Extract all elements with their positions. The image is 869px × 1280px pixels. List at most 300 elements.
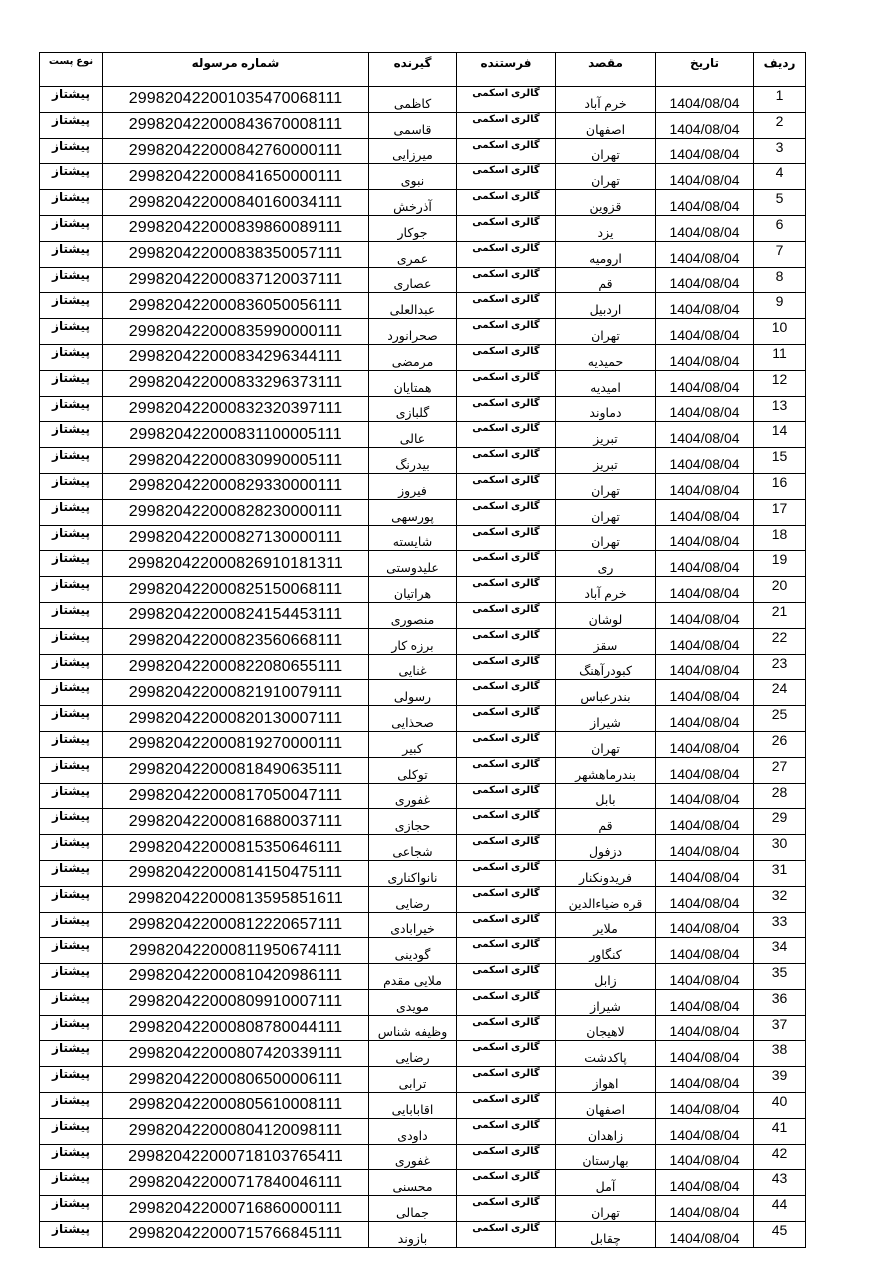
cell-date: 1404/08/04	[656, 757, 754, 783]
cell-receiver: حجازی	[369, 809, 457, 835]
shipment-table	[39, 52, 806, 1248]
cell-row-number: 41	[754, 1118, 806, 1144]
cell-destination: خرم آباد	[556, 87, 656, 113]
cell-tracking-number: 299820422000807420339111	[103, 1041, 369, 1067]
cell-sender: گالری اسکمی	[457, 731, 556, 757]
cell-row-number: 35	[754, 964, 806, 990]
table-row	[40, 680, 806, 706]
cell-post-type: پیشتاز	[40, 964, 103, 990]
cell-date: 1404/08/04	[656, 215, 754, 241]
table-body	[40, 87, 806, 1248]
cell-receiver: علیدوستی	[369, 551, 457, 577]
cell-destination: ری	[556, 551, 656, 577]
cell-date: 1404/08/04	[656, 241, 754, 267]
cell-date: 1404/08/04	[656, 938, 754, 964]
cell-sender: گالری اسکمی	[457, 448, 556, 474]
cell-receiver: نبوی	[369, 164, 457, 190]
cell-row-number: 17	[754, 499, 806, 525]
cell-receiver: توکلی	[369, 757, 457, 783]
cell-date: 1404/08/04	[656, 706, 754, 732]
cell-row-number: 19	[754, 551, 806, 577]
cell-sender: گالری اسکمی	[457, 241, 556, 267]
cell-destination: شیراز	[556, 989, 656, 1015]
cell-date: 1404/08/04	[656, 964, 754, 990]
cell-tracking-number: 299820422000808780044111	[103, 1015, 369, 1041]
cell-date: 1404/08/04	[656, 654, 754, 680]
cell-destination: بابل	[556, 783, 656, 809]
table-row	[40, 215, 806, 241]
cell-tracking-number: 299820422000818490635111	[103, 757, 369, 783]
cell-date: 1404/08/04	[656, 602, 754, 628]
cell-receiver: داودی	[369, 1118, 457, 1144]
cell-sender: گالری اسکمی	[457, 912, 556, 938]
cell-receiver: گلبازی	[369, 396, 457, 422]
cell-date: 1404/08/04	[656, 1118, 754, 1144]
cell-receiver: غفوری	[369, 783, 457, 809]
cell-row-number: 30	[754, 835, 806, 861]
cell-sender: گالری اسکمی	[457, 164, 556, 190]
cell-tracking-number: 299820422000809910007111	[103, 989, 369, 1015]
cell-date: 1404/08/04	[656, 551, 754, 577]
cell-sender: گالری اسکمی	[457, 190, 556, 216]
cell-sender: گالری اسکمی	[457, 860, 556, 886]
cell-row-number: 38	[754, 1041, 806, 1067]
cell-receiver: رضایی	[369, 886, 457, 912]
table-row	[40, 473, 806, 499]
cell-tracking-number: 299820422000821910079111	[103, 680, 369, 706]
cell-post-type: پیشتاز	[40, 1041, 103, 1067]
cell-receiver: بیدرنگ	[369, 448, 457, 474]
cell-post-type: پیشتاز	[40, 886, 103, 912]
cell-destination: تهران	[556, 499, 656, 525]
cell-date: 1404/08/04	[656, 1196, 754, 1222]
cell-date: 1404/08/04	[656, 989, 754, 1015]
cell-receiver: قاسمی	[369, 112, 457, 138]
cell-destination: قزوین	[556, 190, 656, 216]
cell-tracking-number: 299820422000810420986111	[103, 964, 369, 990]
table-row	[40, 164, 806, 190]
cell-post-type: پیشتاز	[40, 706, 103, 732]
cell-row-number: 18	[754, 525, 806, 551]
cell-sender: گالری اسکمی	[457, 809, 556, 835]
cell-sender: گالری اسکمی	[457, 989, 556, 1015]
table-row	[40, 938, 806, 964]
cell-destination: اصفهان	[556, 1093, 656, 1119]
cell-row-number: 2	[754, 112, 806, 138]
cell-row-number: 14	[754, 422, 806, 448]
cell-receiver: گودینی	[369, 938, 457, 964]
cell-date: 1404/08/04	[656, 525, 754, 551]
cell-post-type: پیشتاز	[40, 1067, 103, 1093]
cell-date: 1404/08/04	[656, 87, 754, 113]
cell-sender: گالری اسکمی	[457, 1093, 556, 1119]
cell-destination: تبریز	[556, 422, 656, 448]
table-row	[40, 241, 806, 267]
table-row	[40, 783, 806, 809]
cell-destination: دماوند	[556, 396, 656, 422]
cell-post-type: پیشتاز	[40, 138, 103, 164]
cell-receiver: هراتیان	[369, 577, 457, 603]
cell-destination: قم	[556, 267, 656, 293]
cell-destination: لاهیجان	[556, 1015, 656, 1041]
table-row	[40, 1222, 806, 1248]
cell-tracking-number: 299820422000831100005111	[103, 422, 369, 448]
shipment-sheet	[39, 52, 805, 1246]
table-row	[40, 989, 806, 1015]
cell-destination: تهران	[556, 319, 656, 345]
cell-sender: گالری اسکمی	[457, 215, 556, 241]
header-receiver: گیرنده	[369, 53, 457, 87]
cell-tracking-number: 299820422000837120037111	[103, 267, 369, 293]
cell-destination: چقابل	[556, 1222, 656, 1248]
cell-receiver: ملایی مقدم	[369, 964, 457, 990]
cell-post-type: پیشتاز	[40, 293, 103, 319]
table-row	[40, 706, 806, 732]
table-row	[40, 267, 806, 293]
cell-post-type: پیشتاز	[40, 1170, 103, 1196]
table-row	[40, 344, 806, 370]
cell-receiver: همتایان	[369, 370, 457, 396]
table-row	[40, 370, 806, 396]
cell-destination: زابل	[556, 964, 656, 990]
cell-receiver: صحذایی	[369, 706, 457, 732]
cell-tracking-number: 299820422000833296373111	[103, 370, 369, 396]
cell-sender: گالری اسکمی	[457, 1170, 556, 1196]
cell-post-type: پیشتاز	[40, 731, 103, 757]
cell-row-number: 27	[754, 757, 806, 783]
table-row	[40, 1041, 806, 1067]
table-row	[40, 1093, 806, 1119]
cell-sender: گالری اسکمی	[457, 577, 556, 603]
cell-sender: گالری اسکمی	[457, 783, 556, 809]
cell-row-number: 6	[754, 215, 806, 241]
cell-date: 1404/08/04	[656, 138, 754, 164]
header-date: تاریخ	[656, 53, 754, 87]
table-row	[40, 1196, 806, 1222]
cell-tracking-number: 299820422000805610008111	[103, 1093, 369, 1119]
cell-receiver: غنایی	[369, 654, 457, 680]
cell-tracking-number: 299820422001035470068111	[103, 87, 369, 113]
table-row	[40, 525, 806, 551]
cell-sender: گالری اسکمی	[457, 1067, 556, 1093]
cell-row-number: 8	[754, 267, 806, 293]
cell-sender: گالری اسکمی	[457, 525, 556, 551]
cell-row-number: 12	[754, 370, 806, 396]
cell-destination: تهران	[556, 525, 656, 551]
cell-receiver: مرمضی	[369, 344, 457, 370]
cell-date: 1404/08/04	[656, 860, 754, 886]
cell-date: 1404/08/04	[656, 112, 754, 138]
cell-destination: قره ضیاءالدین	[556, 886, 656, 912]
cell-tracking-number: 299820422000812220657111	[103, 912, 369, 938]
table-header-row	[40, 53, 806, 87]
cell-date: 1404/08/04	[656, 448, 754, 474]
table-row	[40, 1015, 806, 1041]
cell-post-type: پیشتاز	[40, 344, 103, 370]
cell-destination: اردبیل	[556, 293, 656, 319]
cell-tracking-number: 299820422000834296344111	[103, 344, 369, 370]
table-row	[40, 757, 806, 783]
cell-destination: فریدونکنار	[556, 860, 656, 886]
cell-row-number: 42	[754, 1144, 806, 1170]
cell-row-number: 15	[754, 448, 806, 474]
cell-destination: ملایر	[556, 912, 656, 938]
cell-tracking-number: 299820422000717840046111	[103, 1170, 369, 1196]
cell-receiver: عالی	[369, 422, 457, 448]
cell-receiver: عمری	[369, 241, 457, 267]
cell-date: 1404/08/04	[656, 319, 754, 345]
cell-row-number: 23	[754, 654, 806, 680]
cell-tracking-number: 299820422000806500006111	[103, 1067, 369, 1093]
cell-row-number: 37	[754, 1015, 806, 1041]
table-row	[40, 1118, 806, 1144]
table-row	[40, 602, 806, 628]
cell-sender: گالری اسکمی	[457, 344, 556, 370]
cell-receiver: بازوند	[369, 1222, 457, 1248]
table-row	[40, 886, 806, 912]
cell-destination: سقز	[556, 628, 656, 654]
cell-row-number: 16	[754, 473, 806, 499]
cell-post-type: پیشتاز	[40, 396, 103, 422]
table-row	[40, 319, 806, 345]
cell-sender: گالری اسکمی	[457, 964, 556, 990]
cell-date: 1404/08/04	[656, 835, 754, 861]
cell-post-type: پیشتاز	[40, 1015, 103, 1041]
cell-tracking-number: 299820422000830990005111	[103, 448, 369, 474]
cell-tracking-number: 299820422000841650000111	[103, 164, 369, 190]
cell-post-type: پیشتاز	[40, 164, 103, 190]
cell-destination: قم	[556, 809, 656, 835]
cell-receiver: غفوری	[369, 1144, 457, 1170]
cell-tracking-number: 299820422000718103765411	[103, 1144, 369, 1170]
cell-sender: گالری اسکمی	[457, 370, 556, 396]
cell-row-number: 31	[754, 860, 806, 886]
cell-receiver: میرزایی	[369, 138, 457, 164]
cell-post-type: پیشتاز	[40, 757, 103, 783]
cell-tracking-number: 299820422000823560668111	[103, 628, 369, 654]
cell-sender: گالری اسکمی	[457, 654, 556, 680]
cell-row-number: 11	[754, 344, 806, 370]
cell-post-type: پیشتاز	[40, 370, 103, 396]
cell-destination: دزفول	[556, 835, 656, 861]
cell-destination: شیراز	[556, 706, 656, 732]
cell-row-number: 44	[754, 1196, 806, 1222]
cell-date: 1404/08/04	[656, 1067, 754, 1093]
cell-receiver: اقابابایی	[369, 1093, 457, 1119]
cell-post-type: پیشتاز	[40, 525, 103, 551]
cell-date: 1404/08/04	[656, 499, 754, 525]
table-row	[40, 1144, 806, 1170]
cell-post-type: پیشتاز	[40, 473, 103, 499]
cell-tracking-number: 299820422000843670008111	[103, 112, 369, 138]
cell-tracking-number: 299820422000820130007111	[103, 706, 369, 732]
table-row	[40, 860, 806, 886]
cell-row-number: 21	[754, 602, 806, 628]
cell-destination: بندرماهشهر	[556, 757, 656, 783]
table-row	[40, 1067, 806, 1093]
cell-tracking-number: 299820422000838350057111	[103, 241, 369, 267]
cell-date: 1404/08/04	[656, 1222, 754, 1248]
cell-receiver: فیروز	[369, 473, 457, 499]
cell-date: 1404/08/04	[656, 344, 754, 370]
cell-destination: خرم آباد	[556, 577, 656, 603]
cell-row-number: 7	[754, 241, 806, 267]
header-destination: مقصد	[556, 53, 656, 87]
cell-sender: گالری اسکمی	[457, 886, 556, 912]
cell-sender: گالری اسکمی	[457, 680, 556, 706]
cell-post-type: پیشتاز	[40, 319, 103, 345]
cell-date: 1404/08/04	[656, 1144, 754, 1170]
cell-row-number: 5	[754, 190, 806, 216]
cell-tracking-number: 299820422000819270000111	[103, 731, 369, 757]
table-row	[40, 809, 806, 835]
cell-date: 1404/08/04	[656, 370, 754, 396]
cell-date: 1404/08/04	[656, 783, 754, 809]
cell-receiver: عبدالعلی	[369, 293, 457, 319]
cell-destination: کبودرآهنگ	[556, 654, 656, 680]
cell-receiver: پورسهی	[369, 499, 457, 525]
cell-sender: گالری اسکمی	[457, 319, 556, 345]
cell-post-type: پیشتاز	[40, 448, 103, 474]
cell-date: 1404/08/04	[656, 1093, 754, 1119]
cell-destination: امیدیه	[556, 370, 656, 396]
cell-row-number: 26	[754, 731, 806, 757]
cell-post-type: پیشتاز	[40, 112, 103, 138]
cell-receiver: ترابی	[369, 1067, 457, 1093]
cell-sender: گالری اسکمی	[457, 138, 556, 164]
cell-post-type: پیشتاز	[40, 1118, 103, 1144]
cell-sender: گالری اسکمی	[457, 422, 556, 448]
cell-receiver: محسنی	[369, 1170, 457, 1196]
cell-destination: یزد	[556, 215, 656, 241]
cell-post-type: پیشتاز	[40, 860, 103, 886]
cell-post-type: پیشتاز	[40, 938, 103, 964]
cell-date: 1404/08/04	[656, 886, 754, 912]
cell-post-type: پیشتاز	[40, 1222, 103, 1248]
cell-post-type: پیشتاز	[40, 577, 103, 603]
table-row	[40, 551, 806, 577]
table-row	[40, 628, 806, 654]
cell-receiver: جمالی	[369, 1196, 457, 1222]
cell-row-number: 43	[754, 1170, 806, 1196]
cell-sender: گالری اسکمی	[457, 602, 556, 628]
cell-row-number: 33	[754, 912, 806, 938]
cell-post-type: پیشتاز	[40, 422, 103, 448]
cell-row-number: 22	[754, 628, 806, 654]
cell-sender: گالری اسکمی	[457, 267, 556, 293]
cell-destination: آمل	[556, 1170, 656, 1196]
cell-post-type: پیشتاز	[40, 215, 103, 241]
cell-date: 1404/08/04	[656, 396, 754, 422]
cell-sender: گالری اسکمی	[457, 1118, 556, 1144]
cell-tracking-number: 299820422000826910181311	[103, 551, 369, 577]
table-row	[40, 422, 806, 448]
table-row	[40, 87, 806, 113]
cell-row-number: 13	[754, 396, 806, 422]
cell-destination: حمیدیه	[556, 344, 656, 370]
cell-post-type: پیشتاز	[40, 654, 103, 680]
cell-tracking-number: 299820422000842760000111	[103, 138, 369, 164]
cell-destination: تهران	[556, 473, 656, 499]
cell-tracking-number: 299820422000839860089111	[103, 215, 369, 241]
cell-sender: گالری اسکمی	[457, 112, 556, 138]
cell-tracking-number: 299820422000827130000111	[103, 525, 369, 551]
cell-post-type: پیشتاز	[40, 1196, 103, 1222]
cell-sender: گالری اسکمی	[457, 1144, 556, 1170]
cell-post-type: پیشتاز	[40, 809, 103, 835]
table-row	[40, 835, 806, 861]
cell-sender: گالری اسکمی	[457, 473, 556, 499]
table-row	[40, 1170, 806, 1196]
cell-receiver: عصاری	[369, 267, 457, 293]
cell-tracking-number: 299820422000836050056111	[103, 293, 369, 319]
cell-sender: گالری اسکمی	[457, 551, 556, 577]
cell-tracking-number: 299820422000814150475111	[103, 860, 369, 886]
cell-row-number: 39	[754, 1067, 806, 1093]
cell-row-number: 32	[754, 886, 806, 912]
cell-date: 1404/08/04	[656, 577, 754, 603]
cell-post-type: پیشتاز	[40, 267, 103, 293]
cell-destination: تهران	[556, 164, 656, 190]
cell-date: 1404/08/04	[656, 1170, 754, 1196]
table-row	[40, 396, 806, 422]
cell-date: 1404/08/04	[656, 912, 754, 938]
cell-tracking-number: 299820422000824154453111	[103, 602, 369, 628]
cell-post-type: پیشتاز	[40, 835, 103, 861]
cell-post-type: پیشتاز	[40, 551, 103, 577]
cell-sender: گالری اسکمی	[457, 1222, 556, 1248]
cell-receiver: شجاعی	[369, 835, 457, 861]
cell-post-type: پیشتاز	[40, 989, 103, 1015]
table-row	[40, 912, 806, 938]
cell-receiver: وظیفه شناس	[369, 1015, 457, 1041]
header-tracking-number: شماره مرسوله	[103, 53, 369, 87]
cell-post-type: پیشتاز	[40, 680, 103, 706]
cell-post-type: پیشتاز	[40, 1093, 103, 1119]
cell-receiver: صحرانورد	[369, 319, 457, 345]
cell-receiver: رسولی	[369, 680, 457, 706]
cell-tracking-number: 299820422000816880037111	[103, 809, 369, 835]
cell-destination: لوشان	[556, 602, 656, 628]
cell-destination: بهارستان	[556, 1144, 656, 1170]
cell-row-number: 9	[754, 293, 806, 319]
cell-date: 1404/08/04	[656, 809, 754, 835]
cell-sender: گالری اسکمی	[457, 1196, 556, 1222]
table-row	[40, 112, 806, 138]
cell-receiver: کاظمی	[369, 87, 457, 113]
cell-tracking-number: 299820422000716860000111	[103, 1196, 369, 1222]
cell-post-type: پیشتاز	[40, 190, 103, 216]
cell-post-type: پیشتاز	[40, 783, 103, 809]
cell-row-number: 20	[754, 577, 806, 603]
cell-receiver: شایسته	[369, 525, 457, 551]
cell-tracking-number: 299820422000825150068111	[103, 577, 369, 603]
cell-post-type: پیشتاز	[40, 1144, 103, 1170]
cell-receiver: مویدی	[369, 989, 457, 1015]
cell-tracking-number: 299820422000832320397111	[103, 396, 369, 422]
header-sender: فرستنده	[457, 53, 556, 87]
cell-destination: تهران	[556, 1196, 656, 1222]
cell-post-type: پیشتاز	[40, 499, 103, 525]
cell-destination: کنگاور	[556, 938, 656, 964]
table-row	[40, 577, 806, 603]
cell-sender: گالری اسکمی	[457, 1041, 556, 1067]
cell-destination: اهواز	[556, 1067, 656, 1093]
cell-tracking-number: 299820422000829330000111	[103, 473, 369, 499]
cell-row-number: 34	[754, 938, 806, 964]
cell-destination: ارومیه	[556, 241, 656, 267]
cell-receiver: جوکار	[369, 215, 457, 241]
